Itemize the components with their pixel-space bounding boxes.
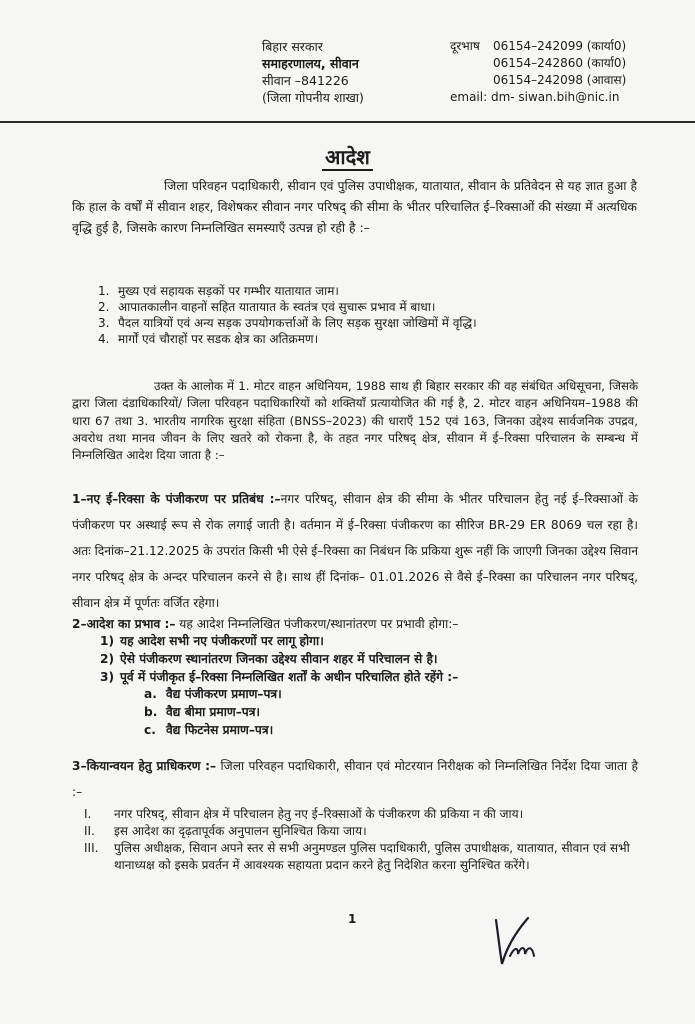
list-item: II. इस आदेश का दृढ़तापूर्वक अनुपालन सुनिश्चित किया जाय। <box>84 824 367 838</box>
list-item: b. वैद्य बीमा प्रमाण–पत्र। <box>144 705 261 719</box>
contact-block <box>450 38 626 106</box>
order-title: आदेश <box>0 143 695 170</box>
section-2-text: यह आदेश निम्नलिखित पंजीकरण/स्थानांतरण पर प्रभावी होगा:– <box>175 617 459 631</box>
list-item: I. नगर परिषद्, सीवान क्षेत्र में परिचालन हेतु नए ई–रिक्साओं के पंजीकरण की प्रकिया न की जाय। <box>84 807 524 821</box>
section-2-sublist <box>144 685 282 739</box>
phone-2: 06154–242860 (कार्या0) <box>493 56 627 70</box>
list-item: 1. मुख्य एवं सहायक सड़कों पर गम्भीर यातायात जाम। <box>98 284 339 298</box>
list-item: 4. मार्गों एवं चौराहों पर सडक क्षेत्र का अतिक्रमण। <box>98 332 319 346</box>
page-number: 1 <box>348 912 357 926</box>
phone-3: 06154–242098 (आवास) <box>493 73 627 87</box>
section-1-text: नगर परिषद्, सीवान क्षेत्र की सीमा के भीतर परिचालन हेतु नई ई–रिक्साओं के पंजीकरण पर अस्थाई रूप से रोक लगाई जाती है। वर्तमान में ई–रिक्सा पंजीकरण का सीरिज BR-29 ER 8069 चल रहा है। अतः दिनांक–21.12.2025 के उपरांत किसी भी ऐसे ई–रिक्सा का निबंधन कि प्रकिया शुरू नहीं कि जाएगी जिनका उद्देश्य सिवान नगर परिषद् क्षेत्र के अन्दर परिचालन करने से है। साथ हीं दिनांक– 01.01.2026 से वैसे ई–रिक्सा का परिचालन नगर परिषद्, सीवान क्षेत्र में पूर्णतः वर्जित रहेगा। <box>72 492 638 610</box>
section-3 <box>72 753 638 805</box>
list-item: 1) यह आदेश सभी नए पंजीकरणों पर लागू होगा। <box>100 634 324 648</box>
section-name: (जिला गोपनीय शाखा) <box>262 90 364 105</box>
section-3-heading: 3–कियान्वयन हेतु प्राधिकरण :– <box>72 759 217 773</box>
list-item: 2. आपातकालीन वाहनों सहित यातायात के स्वतंत्र एवं सुचारू प्रभाव में बाधा। <box>98 300 436 314</box>
list-item: a. वैद्य पंजीकरण प्रमाण–पत्र। <box>144 687 282 701</box>
section-1 <box>72 486 638 616</box>
section-3-list <box>84 806 644 874</box>
signature <box>488 912 544 970</box>
govt-name: बिहार सरकार <box>262 39 323 54</box>
header-rule <box>0 121 695 123</box>
problem-list <box>98 283 477 347</box>
intro-paragraph: जिला परिवहन पदाधिकारी, सीवान एवं पुलिस उपाधीक्षक, यातायात, सीवान के प्रतिवेदन से यह ज्ञात हुआ है कि हाल के वर्षों में सीवान शहर, विशेषकर सीवान नगर परिषद् की सीमा के भीतर परिचालित ई–रिक्साओं की संख्या में अत्यधिक वृद्धि हुई है, जिसके कारण निम्नलिखित समस्याएँ उत्पन्न हो रही है :– <box>72 179 637 235</box>
section-2-list <box>100 632 458 686</box>
phone-1: 06154–242099 (कार्या0) <box>493 39 627 53</box>
pin-line: सीवान –841226 <box>262 73 349 88</box>
legal-basis-paragraph: उक्त के आलोक में 1. मोटर वाहन अधिनियम, 1988 साथ ही बिहार सरकार की वह संबंधित अधिसूचना, जिसके द्वारा जिला दंडाधिकारियों/ जिला परिवहन पदाधिकारियों को शक्तियाँ प्रत्यायोजित की गई है, 2. मोटर वाहन अधिनियम–1988 की धारा 67 तथा 3. भारतीय नागरिक सुरक्षा संहिता (BNSS–2023) की धाराएँ 152 एवं 163, जिनका उद्देश्य सार्वजनिक उपद्रव, अवरोध तथा मानव जीवन के लिए खतरे को रोकना है, के तहत नगर परिषद् क्षेत्र, सीवान में ई–रिक्सा परिचालन के सम्बन्ध में निम्नलिखित आदेश दिया जाता है :– <box>72 379 638 463</box>
list-item: c. वैद्य फिटनेस प्रमाण–पत्र। <box>144 723 274 737</box>
list-item: 2) ऐसे पंजीकरण स्थानांतरण जिनका उद्देश्य सीवान शहर में परिचालन से है। <box>100 652 438 666</box>
list-item: 3) पूर्व में पंजीकृत ई–रिक्सा निम्नलिखित शर्तों के अधीन परिचालित होते रहेंगे :– <box>100 670 459 684</box>
email-line: email: dm- siwan.bih@nic.in <box>450 90 620 104</box>
list-item: III. पुलिस अधीक्षक, सिवान अपने स्तर से सभी अनुमण्डल पुलिस पदाधिकारी, पुलिस उपाधीक्षक, यातायात, सीवान एवं सभी थानाध्यक्ष को इसके प्रवर्तन में आवश्यक सहायता प्रदान करने हेतु निदेशित करना सुनिश्चित करेंगे। <box>84 841 630 872</box>
office-name: समाहरणालय, सीवान <box>262 56 359 71</box>
section-2-heading: 2–आदेश का प्रभाव :– <box>72 617 176 631</box>
section-1-heading: 1–नए ई–रिक्सा के पंजीकरण पर प्रतिबंध :– <box>72 492 281 506</box>
section-2 <box>72 614 458 634</box>
list-item: 3. पैदल यात्रियों एवं अन्य सड़क उपयोगकर्त्ताओं के लिए सड़क सुरक्षा जोखिमों में वृद्धि। <box>98 316 477 330</box>
office-address <box>262 38 432 106</box>
section-3-text: जिला परिवहन पदाधिकारी, सीवान एवं मोटरयान निरीक्षक को निम्नलिखित निर्देश दिया जाता है :– <box>72 759 638 799</box>
phone-label: दूरभाष <box>450 39 480 53</box>
